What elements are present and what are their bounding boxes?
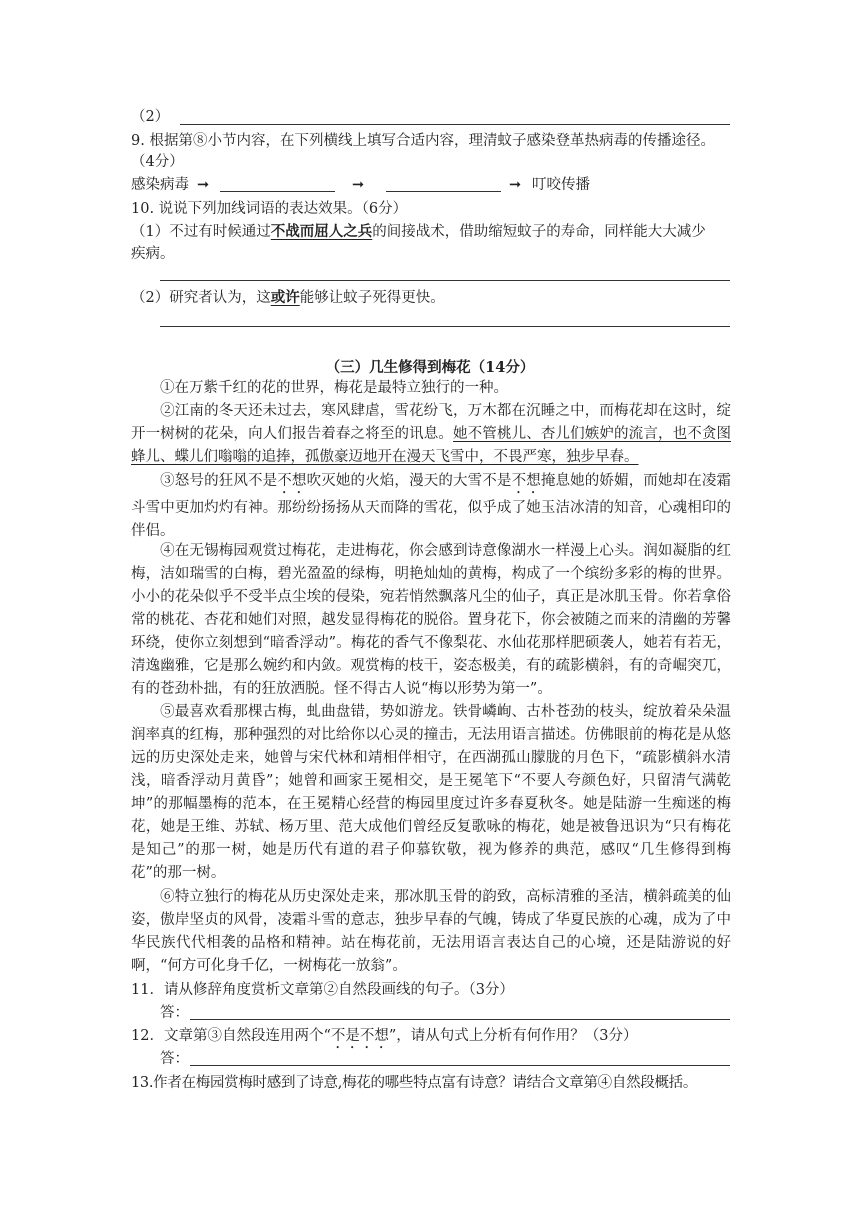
paragraph-6 [131,886,731,978]
paragraph-1 [131,377,731,400]
q9-score: （4分） [131,154,184,170]
q10-sub2-marked-word: 或许 [270,289,300,306]
q10-sub2 [131,289,731,307]
q10-sub1-marked-phrase: 不战而屈人之兵 [270,223,373,240]
q10-sub1-cont: 疾病。 [131,246,175,262]
q11-answer-line[interactable] [190,1019,730,1020]
q10-sub2-pre: （2）研究者认为，这 [131,290,271,306]
paragraph-1-text: ①在万紫千红的花的世界，梅花是最特立独行的一种。 [160,380,508,396]
q9-blank-2[interactable] [386,191,501,192]
q9-question: 9. 根据第⑧小节内容，在下列横线上填写合适内容，理清蚊子感染登革热病毒的传播途径。 [131,133,715,149]
q12-dotted-phrase: 不是不想 [330,1028,389,1044]
paragraph-3-text-b: 吹灭她的火焰，漫天的大雪不是 [306,473,512,489]
q10-sub2-answer-line[interactable] [160,326,730,327]
q8-sub2-label: （2） [131,109,170,125]
q10-sub1-pre: （1）不过有时候通过 [131,224,271,240]
paragraph-6-text: ⑥特立独行的梅花从历史深处走来，那冰肌玉骨的韵致，高标清雅的圣洁，横斜疏美的仙姿，傲岸坚贞的风骨，凌霜斗雪的意志，独步早春的气魄，铸成了华夏民族的心魂，成为了中华民族代代相袭的品格和精神。站在梅花前，无法用语言表达自己的心境，还是陆游说的好啊，“何方可化身千亿，一树梅花一放翁”。 [131,889,731,974]
q9-arrow-3: ➞ [509,177,522,193]
q9-blank-1[interactable] [220,191,335,192]
q12-question [131,1027,731,1052]
paragraph-5 [131,701,731,885]
q12-answer-label: 答： [160,1051,189,1067]
q8-sub2-answer-line[interactable] [180,124,730,125]
paragraph-4 [131,540,731,701]
dotted-word-2: 不想 [511,473,541,489]
q9-flow-end: 叮咬传播 [532,177,590,193]
q11-answer-label: 答： [160,1005,189,1021]
paragraph-2 [131,400,731,469]
paragraph-5-text: ⑤最喜欢看那棵古梅，虬曲盘错，势如游龙。铁骨嶙峋、古朴苍劲的枝头，绽放着朵朵温润率真的红梅，那种强烈的对比给你以心灵的撞击，无法用语言描述。仿佛眼前的梅花是从悠远的历史深处走来，她曾与宋代林和靖相伴相守，在西湖孤山朦胧的月色下，“疏影横斜水清浅，暗香浮动月黄昏”；她曾和画家王冕相交，是王冕笔下“不要人夸颜色好，只留清气满乾坤”的那幅墨梅的范本，在王冕精心经营的梅园里度过许多春夏秋冬。她是陆游一生痴迷的梅花，她是王维、苏轼、杨万里、范大成他们曾经反复歌咏的梅花，她是被鲁迅识为“只有梅花是知己”的那一树，她是历代有道的君子仰慕钦敬，视为修养的典范，感叹“几生修得到梅花”的那一树。 [131,704,731,881]
q10-sub1-answer-line[interactable] [160,280,730,281]
q12-answer-line[interactable] [190,1065,730,1066]
q10-question: 10. 说说下列加线词语的表达效果。（6分） [131,201,408,217]
q9-arrow-1: ➞ [197,177,210,193]
q10-sub2-post: 能够让蚊子死得更快。 [299,290,445,306]
paragraph-3 [131,470,731,543]
q12-pre: 12．文章第③自然段连用两个“ [131,1028,331,1044]
q13-question: 13.作者在梅园赏梅时感到了诗意,梅花的哪些特点富有诗意？请结合文章第④自然段概括。 [131,1075,698,1091]
dotted-word-1: 不想 [277,473,307,489]
q9-arrow-2: ➞ [352,177,365,193]
paragraph-3-text-a: ③怒号的狂风不是 [160,473,278,489]
paragraph-2-text: ②江南的冬天还未过去，寒风肆虐，雪花纷飞，万木都在沉睡之中，而梅花却在这时，绽开一树树的花朵，向人们报告着春之将至的讯息。 [131,403,731,442]
paragraph-3-text-c: 掩息她的娇媚，而她却在凌霜斗雪中更加灼灼有神。那纷纷扬扬从天而降的雪花，似乎成了她玉洁冰清的知音，心魂相印的伴侣。 [131,473,732,539]
q10-sub1 [131,223,731,241]
q10-sub1-post: 的间接战术，借助缩短蚊子的寿命，同样能大大减少 [372,224,706,240]
q9-flow-start: 感染病毒 [131,177,189,193]
section-title: （三）几生修得到梅花（14分） [325,359,535,376]
paragraph-2-underlined-sentence: 她不管桃儿、杏儿们嫉妒的流言，也不贪图蜂儿、蝶儿们嗡嗡的追捧，孤傲豪迈地开在漫天飞雪中，不畏严寒，独步早春。 [131,426,732,465]
q11-question: 11．请从修辞角度赏析文章第②自然段画线的句子。（3分） [131,982,514,998]
q12-post: ”，请从句式上分析有何作用？（3分） [388,1028,638,1044]
paragraph-4-text: ④在无锡梅园观赏过梅花，走进梅花，你会感到诗意像湖水一样漫上心头。润如凝脂的红梅，洁如瑞雪的白梅，碧光盈盈的绿梅，明艳灿灿的黄梅，构成了一个缤纷多彩的梅的世界。小小的花朵似乎不受半点尘埃的侵染，宛若悄然飘落凡尘的仙子，真正是冰肌玉骨。你若拿俗常的桃花、杏花和她们对照，越发显得梅花的脱俗。置身花下，你会被随之而来的清幽的芳馨环绕，使你立刻想到“暗香浮动”。梅花的香气不像梨花、水仙花那样肥硕袭人，她若有若无，清逸幽雅，它是那么婉约和内敛。观赏梅的枝干，姿态极美，有的疏影横斜，有的奇崛突兀，有的苍劲朴拙，有的狂放洒脱。怪不得古人说“梅以形势为第一”。 [131,543,731,697]
